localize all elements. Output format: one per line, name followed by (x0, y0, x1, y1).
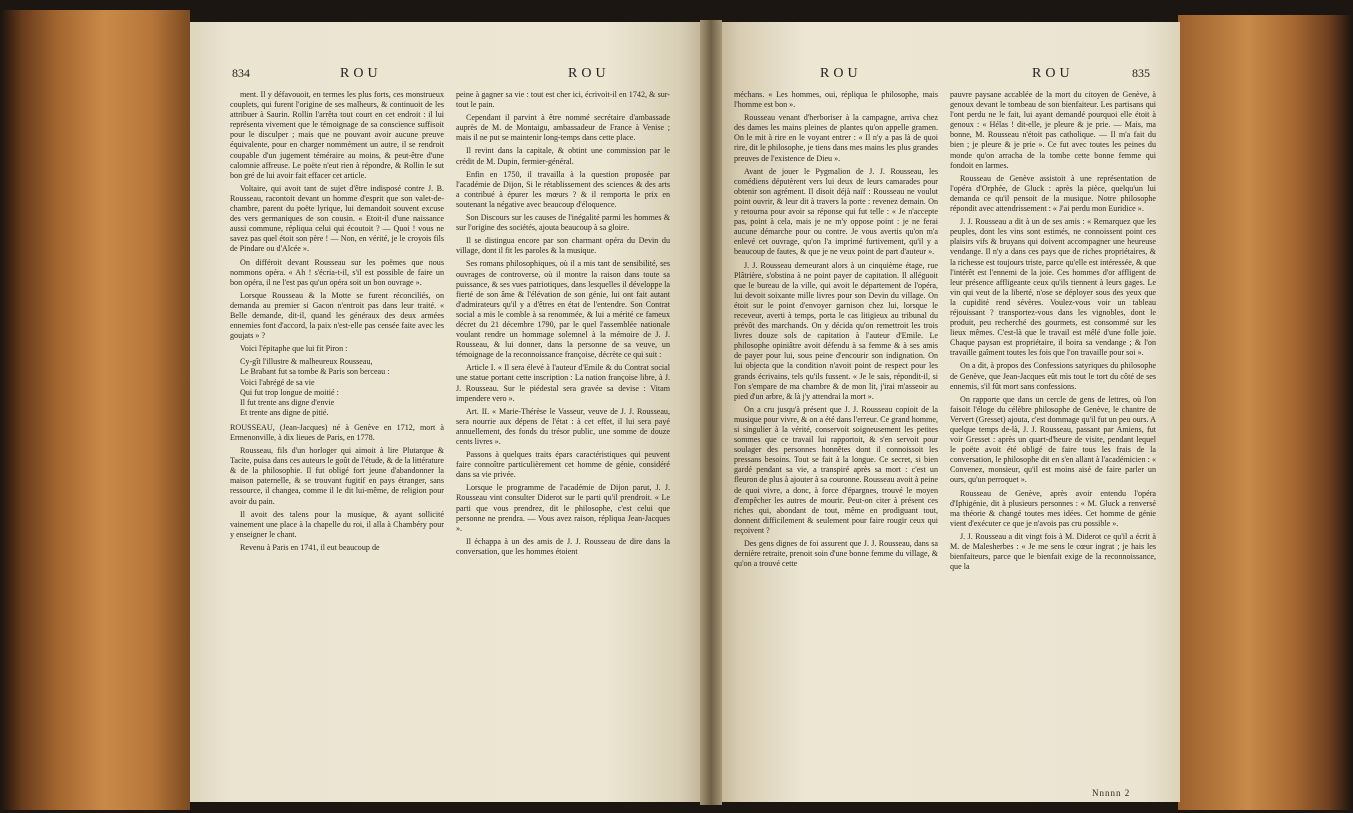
right-page (712, 22, 1180, 802)
entry-heading: ROUSSEAU, (Jean-Jacques) né à Genève en 1712, mort à Ermenonville, à dix lieues de Paris, en 1778. (230, 422, 444, 442)
paragraph: On a cru jusqu'à présent que J. J. Rousseau copioit de la musique pour vivre, & on a été dans l'erreur. Ce grand homme, si singulier à la vérité, conservoit soigneusement les petites sommes que ce travail lui rapportoit, & s'en servoit pour soulager des personnes honnêtes dont il connoissoit les pressans besoins. Tout se fait à la longue. Ce secret, si bien gardé pendant sa vie, a transpiré après sa mort : c'est un fleuron de plus à ajouter à sa couronne. Rousseau avoit à peine de quoi vivre, a donc, à force d'épargnes, trouvé le moyen d'empêcher les autres de mourir. Peut-on citer à présent ces riches qui, abondant de tout, même en prodiguant tout, donnent difficilement & seulement pour faire rougir ceux qui reçoivent ? (734, 404, 938, 535)
paragraph: Des gens dignes de foi assurent que J. J. Rousseau, dans sa dernière retraite, prenoit soin d'une bonne femme du village, & qu'on a trouvé cette (734, 539, 938, 569)
paragraph: Art. II. « Marie-Thérèse le Vasseur, veuve de J. J. Rousseau, sera nourrie aux dépens de l'état : à cet effet, il lui sera payé annuellement, des fonds du trésor public, une somme de douze cents livres ». (456, 406, 670, 446)
right-page-edges (1178, 15, 1353, 810)
page-number: 835 (1132, 66, 1150, 80)
paragraph: Il revint dans la capitale, & obtint une commission par le crédit de M. Dupin, fermier-général. (456, 146, 670, 166)
paragraph: Lorsque Rousseau & la Motte se furent réconciliés, on demanda au premier si Gacon n'entroit pas dans leur traité. « Belle demande, dit-il, quand les généraux des deux armées ennemies font d'accord, la paix n'est-elle pas censée faite avec les goujats » ? (230, 290, 444, 341)
paragraph: On a dit, à propos des Confessions satyriques du philosophe de Genève, que Jean-Jacques eût mis tout le tort du côté de ses ennemis, s'il fût mort sans confessions. (950, 361, 1156, 391)
running-head: ROU (340, 66, 382, 81)
paragraph: méchans. « Les hommes, oui, répliqua le philosophe, mais l'homme est bon ». (734, 90, 938, 110)
paragraph: Rousseau de Genève, après avoir entendu l'opéra d'Iphigénie, dit à plusieurs personnes : « M. Gluck a renversé ma théorie & changé toutes mes idées. Cet homme de génie vient d'exécuter ce que je n'avois pas cru possible ». (950, 488, 1156, 528)
paragraph: Il avoit des talens pour la musique, & ayant sollicité vainement une place à la chapelle du roi, il alla à Chambéry pour y enseigner le chant. (230, 509, 444, 539)
paragraph: Passons à quelques traits épars caractéristiques qui peuvent faire connoître particulièrement cet homme de génie, considéré dans sa vie privée. (456, 450, 670, 480)
paragraph: ment. Il y défavouoit, en termes les plus forts, ces monstrueux couplets, qui furent l'origine de ses malheurs, & continuoit de les attribuer à Saurin. Rollin l'arrêta tout court en cet endroit : il lui représenta vivement que le témoignage de sa conscience suffisoit pour le disculper ; mais que ne pouvant avoir aucune preuve équivalente, pour en charger nommément un autre, il se rendroit coupable d'un jugement téméraire au moins, & peut-être d'une calomnie affreuse. Le poëte n'eut rien à répondre, & Rollin le sut bon gré de lui avoir fait effacer cet article. (230, 90, 444, 180)
paragraph: Il se distingua encore par son charmant opéra du Devin du village, dont il fit les paroles & la musique. (456, 236, 670, 256)
text-column-2 (950, 90, 1156, 784)
paragraph: Voici l'épitaphe que lui fit Piron : (240, 344, 348, 354)
paragraph: Ses romans philosophiques, où il a mis tant de sensibilité, ses ouvrages de controverse, où il montre la raison dans toute sa puissance, & ses vues patriotiques, dans lesquelles il développe la fierté de son âme & l'élévation de son génie, lui ont fait autant d'admirateurs qu'il y a d'êtres en état de l'entendre. Son Contrat social a mis le comble à sa renommée, & lui a mérité ce fameux décret du 21 décembre 1790, par le quel l'assemblée nationale voulant rendre un hommage solemnel à la mémoire de J. J. Rousseau, & lui donner, dans la personne de sa veuve, un témoignage de la reconnoissance françoise, décrète ce qui suit : (456, 259, 670, 360)
paragraph: Rousseau, fils d'un horloger qui aimoit à lire Plutarque & Tacite, puisa dans ces auteurs le goût de l'étude, & de la littérature & de la philosophie. Il fut obligé fort jeune d'abandonner la maison paternelle, & se trouvant fugitif en pays étranger, sans ressource, il changea, comme il le dit lui-même, de religion pour avoir du pain. (230, 446, 444, 506)
left-page-edges (0, 10, 190, 810)
verse-line: Qui fut trop longue de moitié : (240, 387, 339, 397)
verse-line: Voici l'abrégé de sa vie (240, 377, 315, 387)
verse-line: Et trente ans digne de pitié. (240, 407, 329, 417)
paragraph: Rousseau de Genève assistoit à une représentation de l'opéra d'Orphée, de Gluck : après la pièce, quelqu'un lui demanda ce qu'il pensoit de la musique. Notre philosophe répondit avec attendrissement : « J'ai perdu mon Euridice ». (950, 173, 1156, 214)
text-column-2 (456, 90, 670, 800)
paragraph: Rousseau venant d'herboriser à la campagne, arriva chez des dames les mains pleines de plantes qu'on appelle gramen. On le mit à rire en le voyant entrer : « Il n'y a pas là de quoi rire, dit le philosophe, je tiens dans mes mains les plus grandes preuves de l'existence de Dieu ». (734, 113, 938, 163)
paragraph: Son Discours sur les causes de l'inégalité parmi les hommes & sur l'origine des sociétés, ajouta beaucoup à sa gloire. (456, 213, 670, 233)
paragraph: J. J. Rousseau a dit à un de ses amis : « Remarquez que les peuples, dont les vins sont estimés, ne connoissent point ces plaisirs vifs & bruyans qui doivent accompagner une heureuse vendange. Il n'y a dans ces pays que de riches propriétaires, & la richesse est toujours triste, parce qu'elle est intéressée, & que l'intérêt est l'ennemi de la joie. Ces hommes d'or affligent de leur présence affligeante ceux qu'ils tiennent à leurs gages. Le vin qui veut de la liberté, n'ose se déployer sous des yeux que la cupidité rend sévères. Voulez-vous voir un tableau réjouissant ? transportez-vous dans les vignobles, dont le produit, peu recherché des gourmets, est consommé sur les lieux mêmes. C'est-là que le travail est mêlé d'une folle joie. Chaque paysan est propriétaire, il boira sa vendange ; & l'on travaille gaîment toutes les fois que l'on travaille pour soi ». (950, 217, 1156, 358)
paragraph: pauvre paysane accablée de la mort du citoyen de Genève, à genoux devant le tombeau de son bienfaiteur. Les partisans qui l'ont perdu ne le fait, lui ayant demandé pourquoi elle étoit à genoux : « Hélas ! dit-elle, je pleure & je prie. — Mais, ma bonne, M. Rousseau n'étoit pas catholique. — Il m'a fait du bien ; je pleure & je prie ». Ce fut avec toutes les peines du monde qu'on arracha de la tombe cette bonne femme qui fondoit en larmes. (950, 90, 1156, 170)
paragraph: Avant de jouer le Pygmalion de J. J. Rousseau, les comédiens députèrent vers lui deux de leurs camarades pour obtenir son agrément. Il disoit déjà naïf : Rousseau ne voulut point ouvrir, & leur dit à travers la porte : revenez demain. On y retourna pour avoir sa réponse qui fut telle : « Je n'accepte pas, point à cela, mais je ne m'y oppose point : je ne ferai aucune démarche pour ou contre. Je vous avertis qu'on m'a enlevé cet ouvrage, qu'on l'a imprimé furtivement, qu'il y a beaucoup de fautes, & que je ne veux point de part d'auteur ». (734, 166, 938, 257)
running-head: ROU (820, 66, 862, 81)
paragraph: J. J. Rousseau a dit vingt fois à M. Diderot ce qu'il a écrit à M. de Malesherbes : « Je me sens le cœur ingrat ; je hais les bienfaiteurs, parce que le bienfait exige de la reconnoissance, que la (950, 531, 1156, 572)
paragraph: Voltaire, qui avoit tant de sujet d'être indisposé contre J. B. Rousseau, racontoit devant un homme d'esprit que son valet-de-chambre, parent du poëte lyrique, lui demandoit souvent excuse des vers germaniques de son cousin. « Etoit-il d'une naissance aussi commune, répliqua celui qui écoutoit ? — Quoi ! vous ne savez pas quel étoit son père ! — Non, en vérité, je le croyois fils de Pindare ou d'Alcée ». (230, 183, 444, 254)
paragraph: Revenu à Paris en 1741, il eut beaucoup de (240, 542, 380, 552)
paragraph: On rapporte que dans un cercle de gens de lettres, où l'on faisoit l'éloge du célèbre philosophe de Genève, le chantre de Ververt (Gresset) ajouta, c'est dommage qu'il fut un peu ours. A quelque temps de-là, J. J. Rousseau, passant par Amiens, fut voir Gresset : après un quart-d'heure de visite, pendant lequel le poëte avoit été obligé de faire tous les frais de la conversation, le philosophe dit en s'en allant à l'académicien : « Convenez, monsieur, qu'il est moins aisé de faire parler un ours, qu'un perroquet ». (950, 394, 1156, 485)
left-page (190, 22, 710, 802)
running-head: ROU (568, 66, 610, 81)
signature-mark: Nnnnn 2 (1092, 788, 1131, 798)
paragraph: peine à gagner sa vie : tout est cher ici, écrivoit-il en 1742, & sur-tout le pain. (456, 90, 670, 110)
page-number: 834 (232, 66, 250, 80)
paragraph: Il échappa à un des amis de J. J. Rousseau de dire dans la conversation, que les hommes étoient (456, 536, 670, 556)
text-column-1 (734, 90, 938, 800)
paragraph: Lorsque le programme de l'académie de Dijon parut, J. J. Rousseau vint consulter Diderot sur le parti qu'il prendroit. « Le parti que vous prendrez, dit le philosophe, c'est celui que personne ne prendra. — Vous avez raison, répliqua Jean-Jacques ». (456, 483, 670, 533)
verse-line: Le Brabant fut sa tombe & Paris son berceau : (240, 367, 390, 377)
book-gutter (700, 20, 722, 805)
verse-line: Il fut trente ans digne d'envie (240, 397, 335, 407)
paragraph: J. J. Rousseau demeurant alors à un cinquième étage, rue Plâtrière, s'obstina à ne point payer de capitation. Il alléguoit que le bureau de la ville, qui avoit le département de l'opéra, lui devoit soixante mille livres pour son Devin du village. On étoit sur le point d'envoyer garnison chez lui, lorsque le receveur, averti à temps, porta le cas litigieux au tribunal du prévôt des marchands. On y décida qu'on remettroit les trois livres douze sols de capitation à l'auteur d'Emile. Le philosophe opiniâtre avoit défendu à sa femme & à ses amis de payer pour lui, sous peine d'encourir son indignation. On lui objecta que la condition n'avoit point de respect pour les grands écrivains, tels qu'ils fussent. « Je le sais, répondit-il, si l'on s'empare de ma chambre & de mon lit, j'irai m'asseoir au pied d'un arbre, & là j'y attendrai la mort ». (734, 260, 938, 401)
text-column-1 (230, 90, 444, 800)
verse-line: Cy-gît l'illustre & malheureux Rousseau, (240, 357, 373, 367)
running-head: ROU (1032, 66, 1074, 81)
paragraph: Article I. « Il sera élevé à l'auteur d'Emile & du Contrat social une statue portant cette inscription : La nation françoise libre, à J. J. Rousseau. Sur le piédestal sera gravée sa devise : Vitam impendere vero ». (456, 363, 670, 403)
paragraph: Cependant il parvint à être nommé secrétaire d'ambassade auprès de M. de Montaigu, ambassadeur de France à Venise ; mais il ne put se maintenir long-temps dans cette place. (456, 113, 670, 143)
paragraph: On différoit devant Rousseau sur les poëmes que nous nommons opéra. « Ah ! s'écria-t-il, s'il est possible de faire un bon opéra, il ne l'est pas qu'un opéra soit un bon ouvrage ». (230, 257, 444, 287)
paragraph: Enfin en 1750, il travailla à la question proposée par l'académie de Dijon, Si le rétablissement des sciences & des arts a contribué à épurer les mœurs ? & il remporta le prix en soutenant la négative avec beaucoup d'éloquence. (456, 169, 670, 209)
